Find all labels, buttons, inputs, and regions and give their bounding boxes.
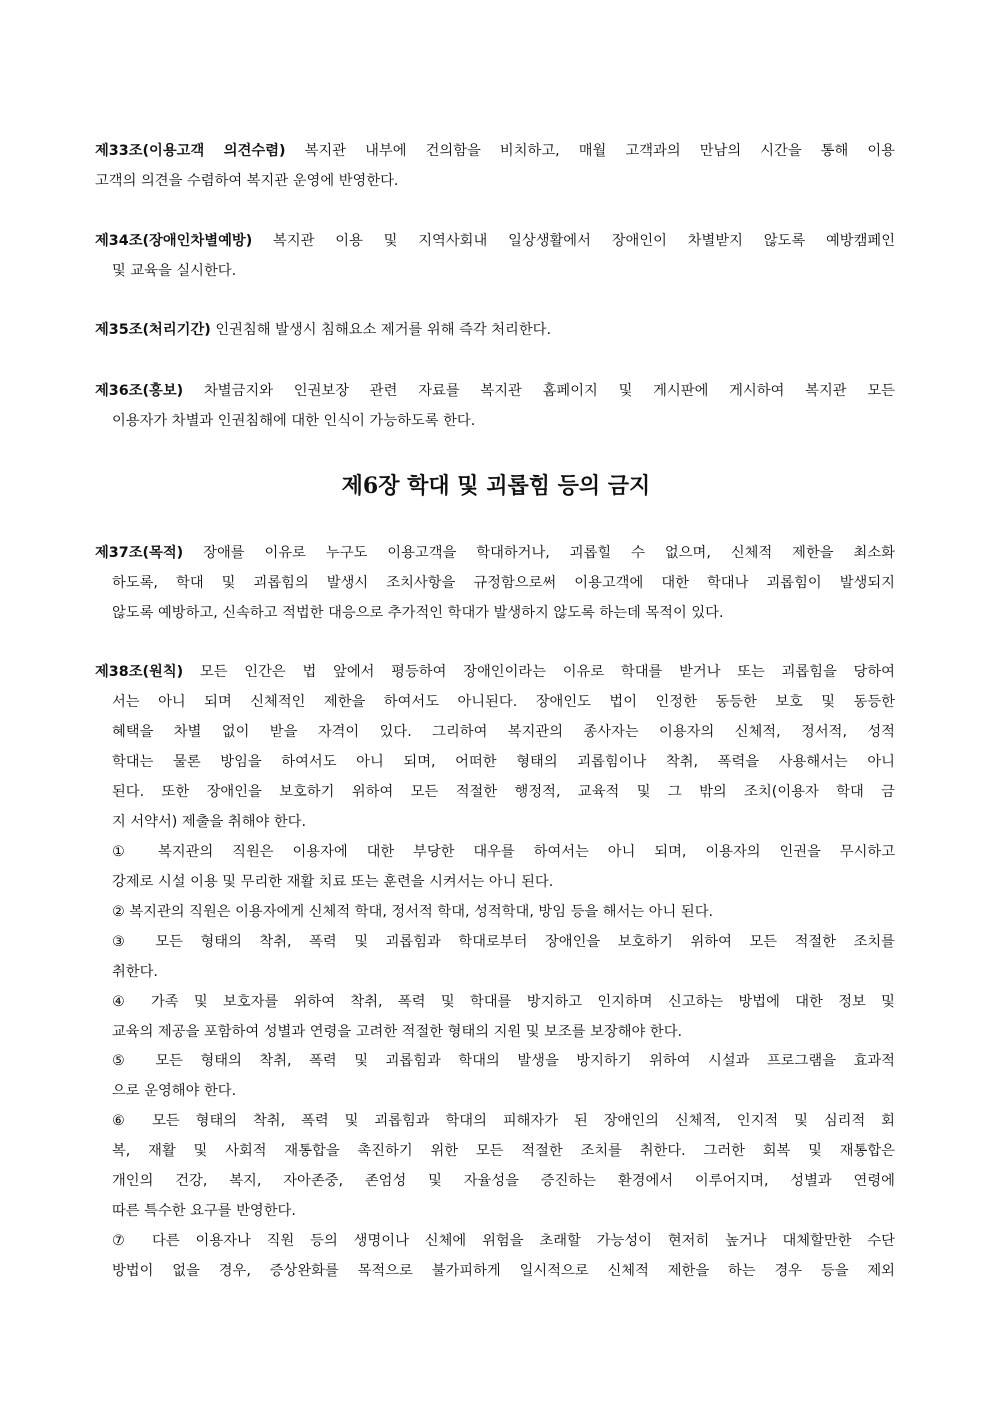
article-37-title: 제37조(목적) [95, 545, 184, 561]
article-36-line-1 [95, 381, 895, 401]
clause-3-line-2: 취한다. [112, 964, 158, 980]
clause-6-line-3: 개인의 건강, 복지, 자아존중, 존엄성 및 자율성을 증진하는 환경에서 이루어지며, 성별과 연령에 [112, 1173, 895, 1189]
article-36-text-1: 차별금지와 인권보장 관련 자료를 복지관 홈페이지 및 게시판에 게시하여 복지관 모든 [203, 383, 895, 399]
article-33-title: 제33조(이용고객 의견수렴) [95, 143, 286, 159]
article-33-line-2: 고객의 의견을 수렴하여 복지관 운영에 반영한다. [95, 173, 399, 189]
article-37-line-3: 않도록 예방하고, 신속하고 적법한 대응으로 추가적인 학대가 발생하지 않도록 하는데 목적이 있다. [112, 605, 724, 621]
article-34-text-1: 복지관 이용 및 지역사회내 일상생활에서 장애인이 차별받지 않도록 예방캠페인 [273, 233, 896, 249]
clause-6-line-2: 복, 재활 및 사회적 재통합을 촉진하기 위한 모든 적절한 조치를 취한다. 그러한 회복 및 재통합은 [112, 1143, 895, 1159]
article-38-line-3: 혜택을 차별 없이 받을 자격이 있다. 그리하여 복지관의 종사자는 이용자의 신체적, 정서적, 성적 [112, 724, 895, 740]
clause-4-line-2: 교육의 제공을 포함하여 성별과 연령을 고려한 적절한 형태의 지원 및 보조를 보장해야 한다. [112, 1024, 683, 1040]
clause-1-line-2: 강제로 시설 이용 및 무리한 재활 치료 또는 훈련을 시켜서는 아니 된다. [112, 874, 554, 890]
article-38-line-6: 지 서약서) 제출을 취해야 한다. [112, 814, 307, 830]
article-37-line-2: 하도록, 학대 및 괴롭힘의 발생시 조치사항을 규정함으로써 이용고객에 대한 학대나 괴롭힘이 발생되지 [112, 575, 895, 591]
article-38-line-4: 학대는 물론 방임을 하여서도 아니 되며, 어떠한 형태의 괴롭힘이나 착취, 폭력을 사용해서는 아니 [112, 754, 895, 770]
article-38-text-1: 모든 인간은 법 앞에서 평등하여 장애인이라는 이유로 학대를 받거나 또는 괴롭힘을 당하여 [199, 664, 895, 680]
chapter-6-heading: 제6장 학대 및 괴롭힘 등의 금지 [341, 473, 651, 499]
article-38-title: 제38조(원칙) [95, 664, 184, 680]
article-35-text-1: 인권침해 발생시 침해요소 제거를 위해 즉각 처리한다. [215, 322, 552, 338]
article-37-line-1 [95, 543, 895, 563]
article-34-line-1 [95, 231, 895, 251]
article-38-line-1 [95, 662, 895, 682]
article-34-line-2: 및 교육을 실시한다. [112, 263, 237, 279]
clause-7-line-1: ⑦ 다른 이용자나 직원 등의 생명이나 신체에 위험을 초래할 가능성이 현저히 높거나 대체할만한 수단 [112, 1233, 895, 1249]
article-36-line-2: 이용자가 차별과 인권침해에 대한 인식이 가능하도록 한다. [112, 413, 476, 429]
article-35-line-1 [95, 320, 895, 340]
clause-5-line-2: 으로 운영해야 한다. [112, 1083, 237, 1099]
article-38-line-2: 서는 아니 되며 신체적인 제한을 하여서도 아니된다. 장애인도 법이 인정한 동등한 보호 및 동등한 [112, 694, 895, 710]
article-37-text-1: 장애를 이유로 누구도 이용고객을 학대하거나, 괴롭힐 수 없으며, 신체적 제한을 최소화 [203, 545, 895, 561]
article-38-line-5: 된다. 또한 장애인을 보호하기 위하여 모든 적절한 행정적, 교육적 및 그 밖의 조치(이용자 학대 금 [112, 784, 895, 800]
clause-6-line-1: ⑥ 모든 형태의 착취, 폭력 및 괴롭힘과 학대의 피해자가 된 장애인의 신체적, 인지적 및 심리적 회 [112, 1113, 895, 1129]
clause-7-line-2: 방법이 없을 경우, 증상완화를 목적으로 불가피하게 일시적으로 신체적 제한을 하는 경우 등을 제외 [112, 1263, 895, 1279]
article-34-title: 제34조(장애인차별예방) [95, 233, 253, 249]
clause-1-line-1: ① 복지관의 직원은 이용자에 대한 부당한 대우를 하여서는 아니 되며, 이용자의 인권을 무시하고 [112, 844, 895, 860]
clause-6-line-4: 따른 특수한 요구를 반영한다. [112, 1203, 296, 1219]
article-36-title: 제36조(홍보) [95, 383, 184, 399]
article-35-title: 제35조(처리기간) [95, 322, 211, 338]
clause-4-line-1: ④ 가족 및 보호자를 위하여 착취, 폭력 및 학대를 방지하고 인지하며 신고하는 방법에 대한 정보 및 [112, 994, 895, 1010]
clause-5-line-1: ⑤ 모든 형태의 착취, 폭력 및 괴롭힘과 학대의 발생을 방지하기 위하여 시설과 프로그램을 효과적 [112, 1053, 895, 1069]
clause-3-line-1: ③ 모든 형태의 착취, 폭력 및 괴롭힘과 학대로부터 장애인을 보호하기 위하여 모든 적절한 조치를 [112, 934, 895, 950]
article-33-line-1 [95, 141, 895, 161]
article-33-text-1: 복지관 내부에 건의함을 비치하고, 매월 고객과의 만남의 시간을 통해 이용 [304, 143, 895, 159]
clause-2-line-1: ② 복지관의 직원은 이용자에게 신체적 학대, 정서적 학대, 성적학대, 방임 등을 해서는 아니 된다. [112, 904, 714, 920]
